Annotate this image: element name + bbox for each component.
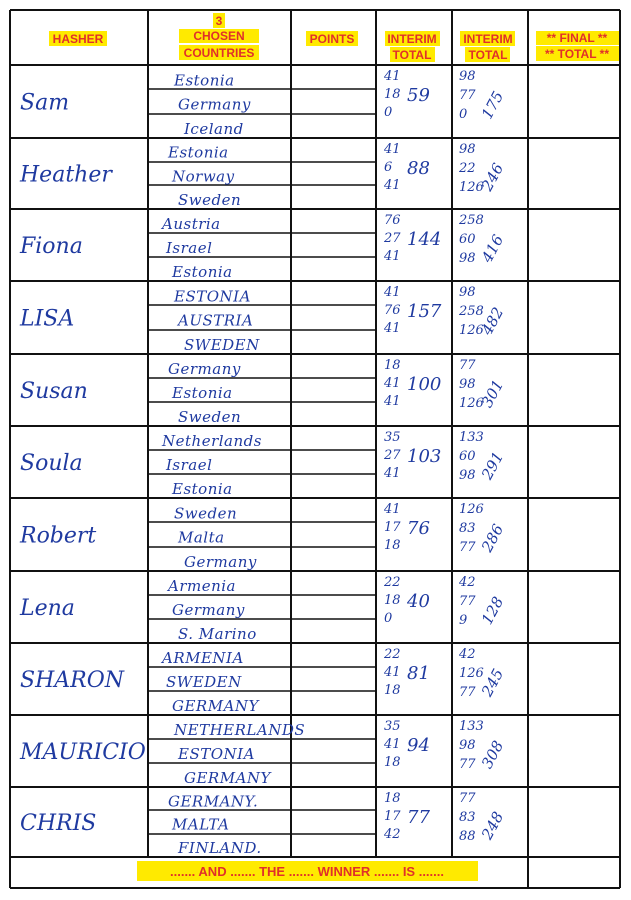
country-entry: Netherlands: [162, 432, 262, 450]
running-total: 308: [477, 737, 508, 772]
country-points: 41: [384, 178, 401, 193]
country-entry: Armenia: [168, 577, 237, 595]
interim-total: 100: [407, 374, 442, 395]
running-total: 246: [477, 160, 508, 195]
cumulative-points: 60: [459, 449, 476, 464]
country-points: 6: [384, 160, 393, 175]
country-points: 35: [384, 430, 401, 445]
country-points: 17: [384, 520, 401, 535]
interim-total: 144: [407, 229, 442, 250]
country-points: 41: [384, 142, 401, 157]
cumulative-points: 77: [459, 88, 476, 103]
country-points: 41: [384, 502, 401, 517]
country-points: 35: [384, 719, 401, 734]
hasher-name: LISA: [20, 306, 75, 332]
country-entry: Germany: [168, 360, 241, 378]
cumulative-points: 88: [459, 829, 476, 844]
header-final-total: ** TOTAL **: [544, 47, 610, 61]
country-entry: Austria: [162, 215, 221, 233]
cumulative-points: 83: [459, 810, 476, 825]
interim-total: 94: [407, 735, 430, 756]
country-points: 41: [384, 466, 401, 481]
cumulative-points: 77: [459, 791, 476, 806]
country-entry: Estonia: [168, 143, 229, 162]
cumulative-points: 126: [459, 502, 484, 517]
hasher-name: Robert: [20, 523, 97, 549]
running-total: 286: [477, 521, 508, 556]
cumulative-points: 83: [459, 521, 476, 536]
header-interim-2-total: TOTAL: [468, 48, 508, 62]
cumulative-points: 42: [459, 647, 476, 662]
country-points: 41: [384, 321, 401, 336]
country-entry: MALTA: [172, 815, 230, 834]
running-total: 245: [477, 665, 508, 700]
country-entry: S. Marino: [178, 625, 257, 643]
country-entry: Israel: [166, 456, 213, 474]
country-points: 76: [384, 303, 401, 318]
country-points: 0: [384, 611, 393, 626]
hasher-name: MAURICIO: [20, 740, 146, 765]
country-entry: Estonia: [172, 384, 233, 402]
header-chosen: CHOSEN: [193, 29, 245, 43]
hasher-name: Fiona: [20, 234, 83, 259]
country-points: 27: [384, 448, 401, 463]
hasher-name: Heather: [20, 162, 112, 188]
hasher-name: Susan: [20, 379, 88, 404]
cumulative-points: 126: [459, 666, 484, 681]
country-points: 18: [384, 538, 401, 553]
interim-total: 76: [407, 518, 430, 539]
country-points: 17: [384, 809, 401, 824]
cumulative-points: 98: [459, 285, 476, 300]
cumulative-points: 77: [459, 358, 476, 373]
cumulative-points: 98: [459, 69, 476, 84]
country-entry: ESTONIA: [178, 745, 255, 763]
header-final: ** FINAL **: [546, 31, 608, 45]
hasher-name: CHRIS: [20, 811, 97, 836]
header-interim-1: INTERIM: [387, 32, 437, 46]
interim-total: 103: [407, 446, 442, 467]
running-total: 128: [477, 593, 508, 628]
cumulative-points: 98: [459, 468, 476, 483]
country-points: 27: [384, 231, 401, 246]
country-entry: GERMANY: [172, 697, 259, 715]
cumulative-points: 126: [459, 396, 484, 411]
interim-total: 77: [407, 807, 430, 828]
country-entry: Sweden: [178, 191, 242, 209]
hasher-name: Sam: [20, 90, 70, 116]
country-entry: Germany: [172, 601, 245, 619]
running-total: 291: [477, 448, 508, 483]
running-total: 175: [477, 88, 508, 123]
cumulative-points: 258: [459, 304, 484, 319]
cumulative-points: 258: [459, 213, 484, 228]
country-entry: Sweden: [174, 504, 238, 523]
country-points: 18: [384, 791, 401, 806]
header-interim-2: INTERIM: [463, 32, 513, 46]
header-interim-1-total: TOTAL: [392, 48, 432, 62]
cumulative-points: 77: [459, 594, 476, 609]
hasher-name: Soula: [20, 451, 83, 476]
running-total: 301: [477, 376, 508, 411]
country-entry: ESTONIA: [174, 287, 251, 306]
country-entry: GERMANY: [184, 769, 271, 787]
header-chosen-number: 3: [215, 14, 223, 28]
cumulative-points: 126: [459, 180, 484, 195]
country-entry: FINLAND.: [178, 839, 262, 857]
country-points: 18: [384, 87, 401, 102]
country-entry: Iceland: [184, 120, 244, 138]
footer-winner-line: ....... AND ....... THE ....... WINNER ....... IS .......: [170, 864, 444, 879]
country-entry: NETHERLANDS: [174, 721, 306, 739]
cumulative-points: 126: [459, 323, 484, 338]
hasher-name: SHARON: [20, 668, 124, 693]
interim-total: 88: [407, 158, 430, 179]
hasher-name: Lena: [20, 596, 75, 621]
country-entry: Germany: [184, 553, 257, 571]
country-points: 41: [384, 249, 401, 264]
country-entry: ARMENIA: [162, 649, 244, 667]
cumulative-points: 98: [459, 738, 476, 753]
cumulative-points: 133: [459, 719, 484, 734]
header-points: POINTS: [309, 32, 355, 46]
cumulative-points: 9: [459, 613, 468, 628]
country-points: 18: [384, 358, 401, 373]
country-entry: Israel: [166, 239, 213, 257]
country-entry: Germany: [178, 95, 251, 114]
country-entry: GERMANY.: [168, 792, 259, 811]
country-entry: Estonia: [172, 480, 233, 498]
cumulative-points: 133: [459, 430, 484, 445]
cumulative-points: 98: [459, 142, 476, 157]
country-entry: Estonia: [172, 263, 233, 281]
interim-total: 157: [407, 301, 442, 322]
cumulative-points: 98: [459, 251, 476, 266]
country-entry: SWEDEN: [166, 673, 242, 691]
interim-total: 59: [407, 85, 430, 106]
interim-total: 40: [407, 591, 430, 612]
country-entry: Sweden: [178, 408, 242, 426]
country-points: 76: [384, 213, 401, 228]
country-points: 41: [384, 737, 401, 752]
country-points: 42: [384, 827, 401, 842]
cumulative-points: 77: [459, 685, 476, 700]
country-points: 41: [384, 394, 401, 409]
country-points: 18: [384, 683, 401, 698]
header-countries: COUNTRIES: [183, 46, 255, 60]
country-entry: SWEDEN: [184, 336, 260, 354]
country-points: 41: [384, 285, 401, 300]
header-hasher: HASHER: [52, 32, 104, 46]
interim-total: 81: [407, 663, 430, 684]
country-points: 18: [384, 593, 401, 608]
country-points: 18: [384, 755, 401, 770]
country-entry: Malta: [178, 528, 225, 547]
cumulative-points: 77: [459, 757, 476, 772]
running-total: 482: [477, 304, 508, 339]
cumulative-points: 0: [459, 107, 468, 122]
country-entry: Estonia: [174, 71, 235, 90]
country-points: 41: [384, 376, 401, 391]
cumulative-points: 22: [459, 161, 476, 176]
country-points: 22: [384, 647, 401, 662]
country-entry: Norway: [172, 167, 235, 186]
cumulative-points: 98: [459, 377, 476, 392]
country-points: 41: [384, 69, 401, 84]
cumulative-points: 60: [459, 232, 476, 247]
cumulative-points: 42: [459, 575, 476, 590]
cumulative-points: 77: [459, 540, 476, 555]
running-total: 248: [477, 808, 508, 843]
country-entry: AUSTRIA: [178, 311, 254, 330]
running-total: 416: [477, 231, 508, 266]
country-points: 41: [384, 665, 401, 680]
country-points: 22: [384, 575, 401, 590]
country-points: 0: [384, 105, 393, 120]
